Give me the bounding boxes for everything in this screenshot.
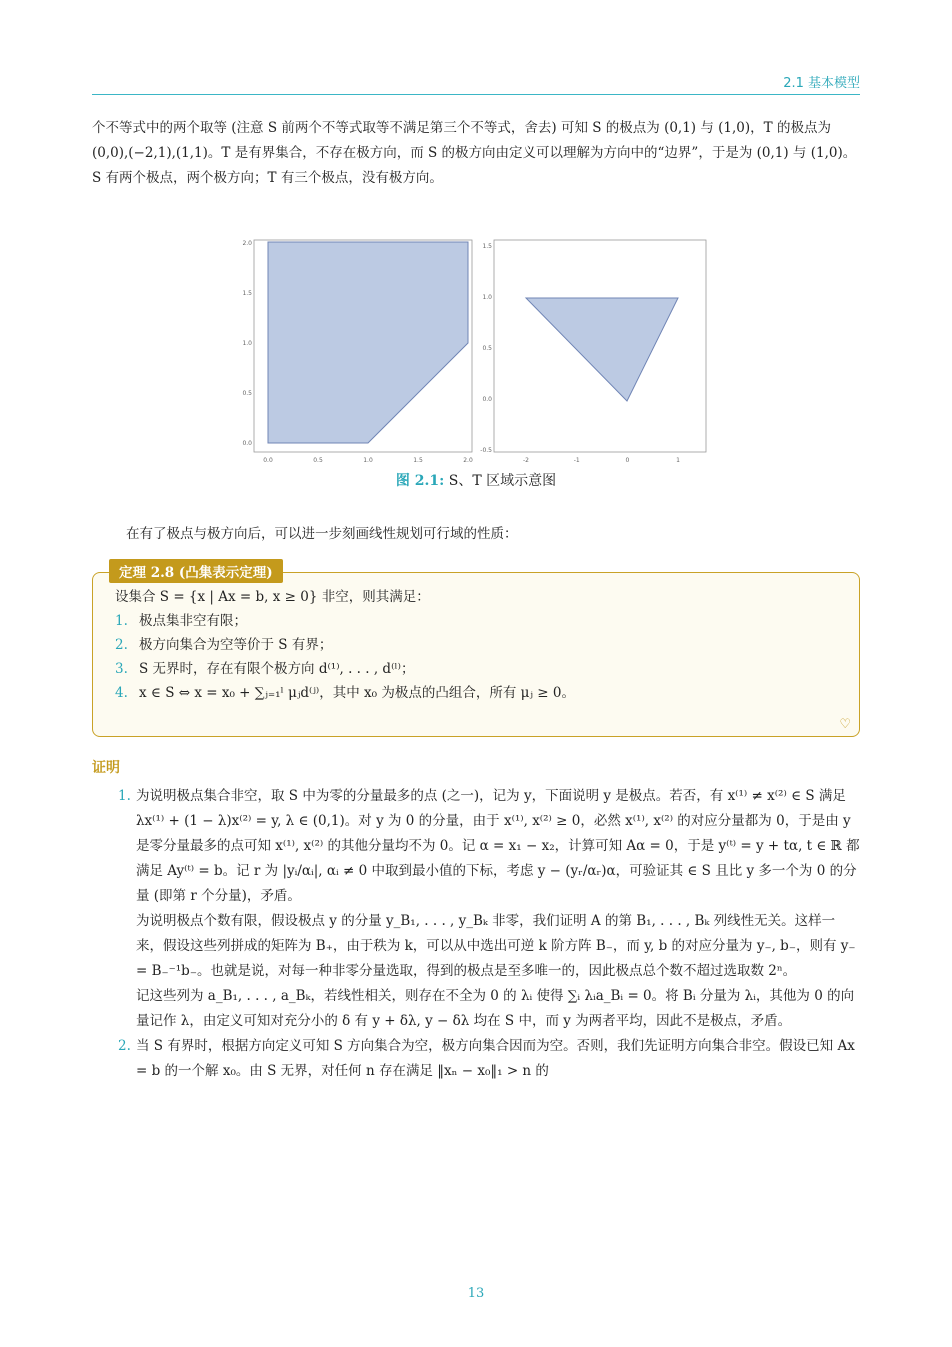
figure-caption <box>0 470 952 490</box>
right-x-tick-label: -2 <box>523 457 529 464</box>
page-number: 13 <box>467 1286 485 1301</box>
proof-item-number: 1. <box>118 788 131 804</box>
theorem-box <box>92 565 860 737</box>
theorem-item <box>115 609 845 633</box>
theorem-end-heart-icon: ♡ <box>839 717 851 732</box>
theorem-title: 定理 2.8 (凸集表示定理) <box>109 559 283 583</box>
theorem-statement: 设集合 S = {x | Ax = b, x ≥ 0} 非空，则其满足： <box>115 589 430 605</box>
running-header <box>92 72 860 95</box>
proof-paragraph: 为说明极点个数有限，假设极点 y 的分量 y_B₁, . . . , y_Bₖ 非零，我们证明 A 的第 B₁, . . . , Bₖ 列线性无关。这样一来，假设这些列拼成的矩阵为 B₊，由于秩为 k，可以从中选出可逆 k 阶方阵 B₋，而 y, b 的对应分量为 y₋, b₋，则有 y₋ = B₋⁻¹b₋。也就是说，对每一种非零分量选取，得到的极点是至多唯一的，因此极点总个数不超过选取数 2ⁿ。 <box>136 913 856 979</box>
left-x-tick-label: 0.0 <box>263 457 273 464</box>
right-x-tick-label: 0 <box>625 457 630 464</box>
region-T <box>526 298 678 401</box>
proof-paragraph: 当 S 有界时，根据方向定义可知 S 方向集合为空，极方向集合因而为空。否则，我们先证明方向集合非空。假设已知 Ax = b 的一个解 x₀。由 S 无界，对任何 n 存在满足 ‖xₙ − x₀‖₁ > n 的 <box>136 1038 855 1079</box>
left-y-tick-label: 1.5 <box>242 290 252 297</box>
lead-paragraph: 在有了极点与极方向后，可以进一步刻画线性规划可行域的性质： <box>126 526 518 542</box>
right-x-tick-label: -1 <box>573 457 580 464</box>
theorem-item <box>115 681 845 705</box>
proof-paragraph: 为说明极点集合非空，取 S 中为零的分量最多的点 (之一)，记为 y，下面说明 y 是极点。若否，有 x⁽¹⁾ ≠ x⁽²⁾ ∈ S 满足 λx⁽¹⁾ + (1 − λ)x⁽²⁾ = y, λ ∈ (0,1)。对 y 为 0 的分量，由于 x⁽¹⁾, x⁽²⁾ ≥ 0，必然 x⁽¹⁾, x⁽²⁾ 的对应分量都为 0，于是由 y 是零分量最多的点可知 x⁽¹⁾, x⁽²⁾ 的其他分量均不为 0。记 α = x₁ − x₂，计算可知 Aα = 0，于是 y⁽ᵗ⁾ = y + tα, t ∈ ℝ 都满足 Ay⁽ᵗ⁾ = b。记 r 为 |yᵢ/αᵢ|, αᵢ ≠ 0 中取到最小值的下标，考虑 y − (yᵣ/αᵣ)α，可验证其 ∈ S 且比 y 多一个为 0 的分量 (即第 r 个分量)，矛盾。 <box>136 788 860 904</box>
left-y-tick-label: 2.0 <box>242 240 252 247</box>
proof-item-number: 2. <box>118 1038 131 1054</box>
right-y-tick-label: 0.5 <box>482 345 492 352</box>
right-y-tick-label: 1.0 <box>482 294 492 301</box>
item-text: S 无界时，存在有限个极方向 d⁽¹⁾, . . . , d⁽ˡ⁾； <box>139 661 415 677</box>
caption-label: 图 2.1: <box>395 473 445 489</box>
left-y-tick-label: 0.5 <box>242 390 252 397</box>
left-x-tick-label: 1.0 <box>363 457 373 464</box>
left-x-tick-label: 0.5 <box>313 457 323 464</box>
proof-heading: 证明 <box>92 760 120 776</box>
proof-item-1 <box>118 784 860 1034</box>
item-number: 2. <box>115 637 128 653</box>
proof-body <box>118 784 860 1084</box>
right-x-tick-label: 1 <box>676 457 681 464</box>
theorem-item <box>115 633 845 657</box>
item-number: 1. <box>115 613 128 629</box>
proof-item-2 <box>118 1034 860 1084</box>
item-text: 极点集非空有限； <box>139 613 247 629</box>
intro-paragraph: 个不等式中的两个取等 (注意 S 前两个不等式取等不满足第三个不等式，舍去) 可知 S 的极点为 (0,1) 与 (1,0)，T 的极点为 (0,0),(−2,1),(1,1)。T 是有界集合，不存在极方向，而 S 的极方向由定义可以理解为方向中的“边界”，于是为 (0,1) 与 (1,0)。S 有两个极点，两个极方向；T 有三个极点，没有极方向。 <box>92 120 857 186</box>
left-y-tick-label: 0.0 <box>242 440 252 447</box>
section-title: 2.1 基本模型 <box>783 76 860 91</box>
caption-text: S、T 区域示意图 <box>444 473 557 489</box>
right-y-tick-label: 0.0 <box>482 396 492 403</box>
figure-svg <box>232 236 712 466</box>
right-y-tick-label: 1.5 <box>482 243 492 250</box>
region-S <box>268 242 468 443</box>
item-text: x ∈ S ⇔ x = x₀ + ∑ⱼ₌₁ˡ μⱼd⁽ʲ⁾，其中 x₀ 为极点的凸组合，所有 μⱼ ≥ 0。 <box>139 685 575 701</box>
item-number: 3. <box>115 661 128 677</box>
left-x-tick-label: 2.0 <box>463 457 473 464</box>
theorem-list <box>115 609 845 705</box>
left-y-tick-label: 1.0 <box>242 340 252 347</box>
figure-2-1 <box>232 236 712 466</box>
proof-paragraph: 记这些列为 a_B₁, . . . , a_Bₖ，若线性相关，则存在不全为 0 的 λᵢ 使得 ∑ᵢ λᵢa_Bᵢ = 0。将 Bᵢ 分量为 λᵢ，其他为 0 的向量记作 λ，由定义可知对充分小的 δ 有 y + δλ, y − δλ 均在 S 中，而 y 为两者平均，因此不是极点，矛盾。 <box>136 988 855 1029</box>
right-y-tick-label: -0.5 <box>480 447 492 454</box>
item-number: 4. <box>115 685 128 701</box>
left-x-tick-label: 1.5 <box>413 457 423 464</box>
theorem-item <box>115 657 845 681</box>
item-text: 极方向集合为空等价于 S 有界； <box>139 637 333 653</box>
